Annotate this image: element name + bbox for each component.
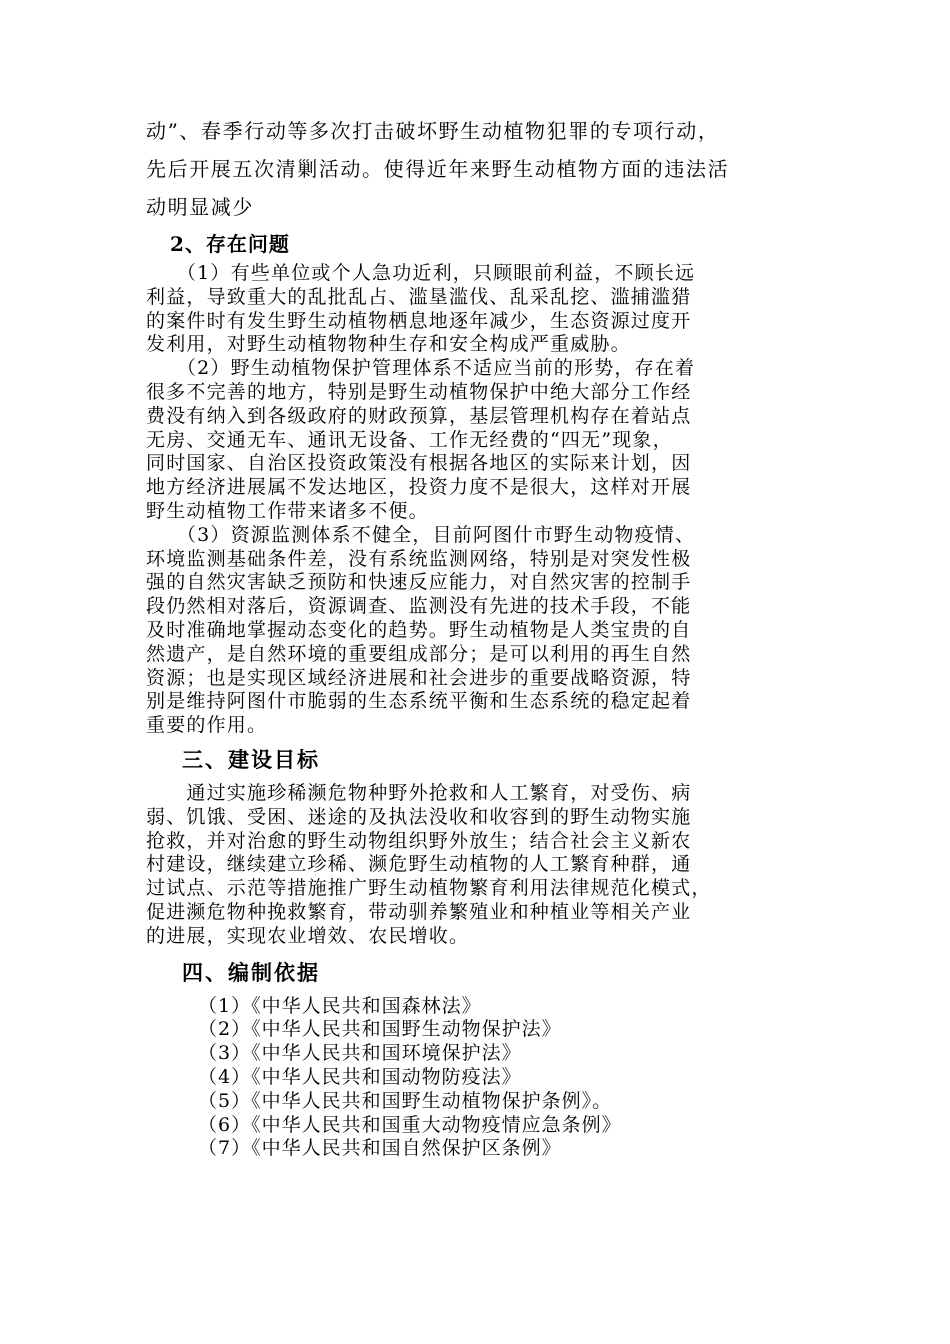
text-line: 通过实施珍稀濒危物种野外抢救和人工繁育，对受伤、病 (146, 781, 692, 804)
text-line: 很多不完善的地方，特别是野生动植物保护中绝大部分工作经 (146, 380, 692, 403)
list-item: （2）《中华人民共和国野生动物保护法》 (198, 1018, 562, 1041)
text-line: 环境监测基础条件差，没有系统监测网络，特别是对突发性极 (146, 547, 692, 570)
problem-paragraph-1 (146, 262, 816, 357)
text-line: 利益，导致重大的乱批乱占、滥垦滥伐、乱采乱挖、滥捕滥猎 (146, 285, 692, 308)
text-line: 动”、春季行动等多次打击破坏野生动植物犯罪的专项行动， (146, 119, 720, 143)
text-line: 野生动植物工作带来诸多不便。 (146, 499, 429, 522)
text-line: 促进濒危物种挽救繁育，带动驯养繁殖业和种植业等相关产业 (146, 900, 692, 923)
list-item: （3）《中华人民共和国环境保护法》 (198, 1042, 522, 1065)
text-line: 抢救，并对治愈的野生动物组织野外放生；结合社会主义新农 (146, 829, 692, 852)
text-line: 资源；也是实现区域经济进展和社会进步的重要战略资源，特 (146, 666, 692, 689)
text-line: 别是维持阿图什市脆弱的生态系统平衡和生态系统的稳定起着 (146, 690, 692, 713)
text-line: 及时准确地掌握动态变化的趋势。野生动植物是人类宝贵的自 (146, 618, 692, 641)
text-line: （1）有些单位或个人急功近利，只顾眼前利益，不顾长远 (146, 262, 696, 284)
list-item: （5）《中华人民共和国野生动植物保护条例》。 (198, 1089, 613, 1112)
text-line: 无房、交通无车、通讯无设备、工作无经费的“四无”现象， (146, 428, 673, 451)
text-line: 然遗产，是自然环境的重要组成部分；是可以利用的再生自然 (146, 642, 692, 665)
heading-construction-goals: 三、建设目标 (182, 746, 320, 772)
text-line: 过试点、示范等措施推广野生动植物繁育利用法律规范化模式， (146, 877, 712, 900)
text-line: 段仍然相对落后，资源调查、监测没有先进的技术手段，不能 (146, 595, 692, 618)
heading-existing-problems: 2、存在问题 (170, 232, 290, 256)
text-line: 弱、饥饿、受困、迷途的及执法没收和收容到的野生动物实施 (146, 805, 692, 828)
text-line: 发利用，对野生动植物物种生存和安全构成严重威胁。 (146, 333, 631, 356)
list-item: （7）《中华人民共和国自然保护区条例》 (198, 1137, 562, 1160)
goals-paragraph (146, 782, 816, 949)
problem-paragraph-2 (146, 357, 816, 524)
list-item: （4）《中华人民共和国动物防疫法》 (198, 1065, 522, 1088)
text-line: 动明显减少 (146, 195, 254, 219)
text-line: 的案件时有发生野生动植物栖息地逐年减少，生态资源过度开 (146, 309, 692, 332)
list-item: （6）《中华人民共和国重大动物疫情应急条例》 (198, 1113, 622, 1136)
text-line: 村建设，继续建立珍稀、濒危野生动植物的人工繁育种群，通 (146, 853, 692, 876)
text-line: （3）资源监测体系不健全，目前阿图什市野生动物疫情、 (146, 523, 696, 546)
text-line: 强的自然灾害缺乏预防和快速反应能力，对自然灾害的控制手 (146, 571, 692, 594)
text-line: 的进展，实现农业增效、农民增收。 (146, 924, 470, 947)
problem-paragraph-3 (146, 524, 816, 738)
text-line: （2）野生动植物保护管理体系不适应当前的形势，存在着 (146, 357, 696, 380)
document-page (146, 112, 816, 1161)
text-line: 费没有纳入到各级政府的财政预算，基层管理机构存在着站点 (146, 404, 692, 427)
intro-paragraph (146, 112, 816, 226)
list-item: （1）《中华人民共和国森林法》 (198, 994, 482, 1017)
reference-list (146, 995, 816, 1162)
text-line: 地方经济进展属不发达地区，投资力度不是很大，这样对开展 (146, 476, 692, 499)
text-line: 重要的作用。 (146, 714, 268, 737)
text-line: 先后开展五次清剿活动。使得近年来野生动植物方面的违法活 (146, 157, 730, 181)
heading-compilation-basis: 四、编制依据 (182, 959, 320, 985)
text-line: 同时国家、自治区投资政策没有根据各地区的实际来计划，因 (146, 452, 692, 475)
